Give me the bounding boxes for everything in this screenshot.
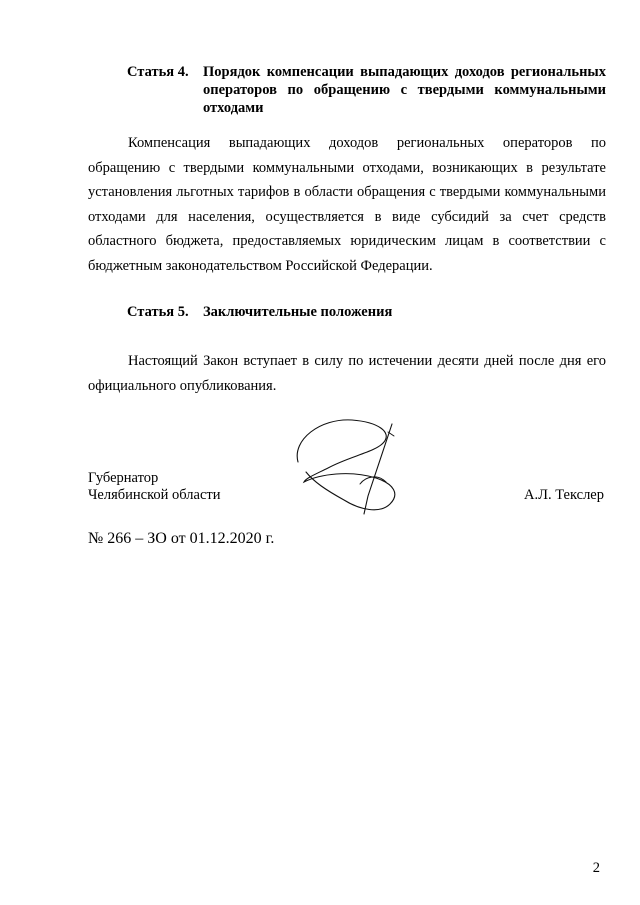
signer-name: А.Л. Текслер — [524, 487, 604, 503]
handwritten-signature — [280, 412, 410, 522]
article-5-label: Статья 5. — [127, 304, 189, 320]
article-4-title: Порядок компенсации выпадающих доходов региональных операторов по обращению с твердыми коммунальными отходами — [203, 64, 606, 116]
article-5-paragraph: Настоящий Закон вступает в силу по истечении десяти дней после дня его официального опубликования. — [88, 353, 606, 394]
law-number: № 266 – ЗО от 01.12.2020 г. — [88, 530, 275, 547]
article-4-label: Статья 4. — [127, 64, 189, 80]
page-number: 2 — [592, 860, 600, 876]
signature-position — [88, 470, 221, 504]
article-4-paragraph: Компенсация выпадающих доходов региональных операторов по обращению с твердыми коммунальными отходами, возникающих в результате установления льготных тарифов в области обращения с твердыми коммунальными отходами для населения, осуществляется в виде субсидий за счет средств областного бюджета, предоставляемых юридическим лицам в соответствии с бюджетным законодательством Российской Федерации. — [88, 135, 606, 274]
position-line-2: Челябинской области — [88, 487, 221, 503]
position-line-1: Губернатор — [88, 470, 159, 486]
article-5-title: Заключительные положения — [203, 304, 393, 320]
